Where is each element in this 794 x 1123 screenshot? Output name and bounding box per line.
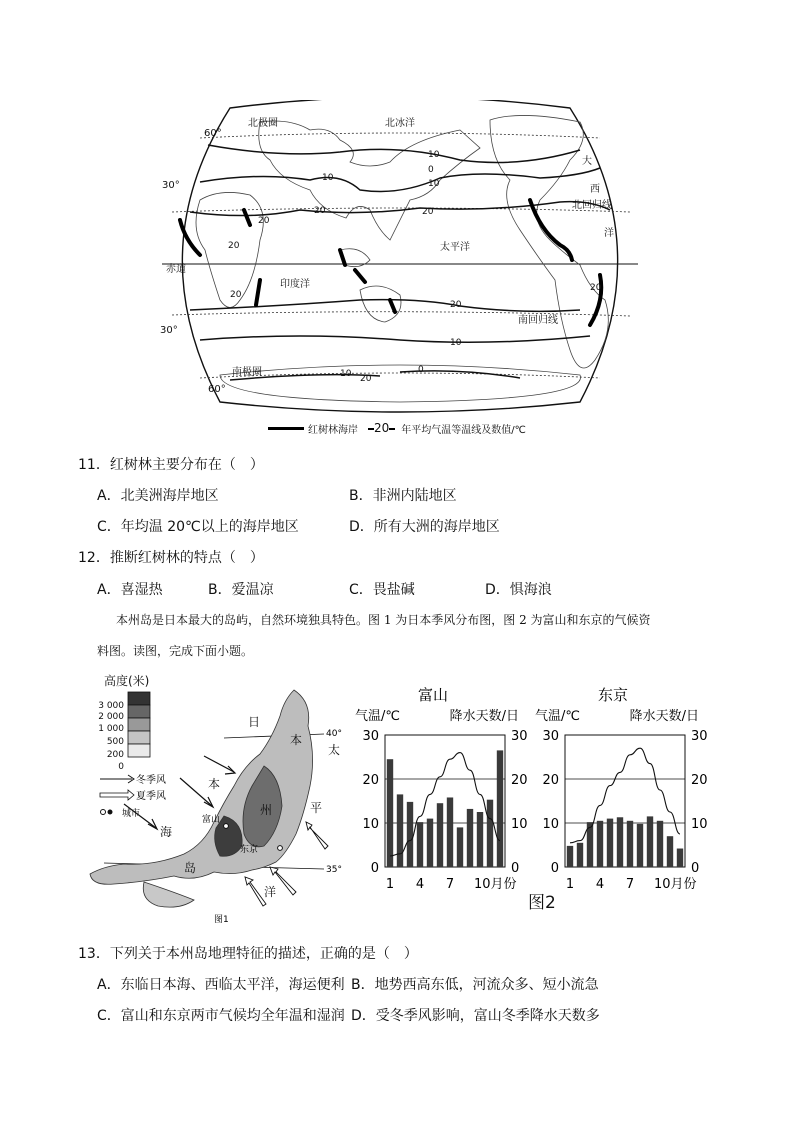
honshu-label: 州 — [260, 803, 273, 817]
mangrove-legend-label: 红树林海岸 — [308, 424, 358, 436]
mangrove-line-symbol — [268, 427, 304, 430]
arctic-ocean-label: 北冰洋 — [385, 118, 415, 129]
atlantic-label-1: 大 — [582, 156, 592, 167]
y-tick-label-right: 30 — [691, 729, 708, 744]
question-13-stem: 13．下列关于本州岛地理特征的描述，正确的是（ ） — [78, 946, 418, 962]
precip-days-bar — [487, 800, 493, 867]
precip-days-bar — [387, 759, 393, 867]
y-tick-label-right: 30 — [511, 729, 528, 744]
precip-days-bar — [647, 816, 653, 867]
isotherm-value: 0 — [418, 365, 424, 375]
tokyo-climate-chart — [535, 686, 708, 892]
precip-days-bar — [427, 819, 433, 867]
south-polar-circle-label: 南极圈 — [232, 367, 262, 378]
isotherm-value: 10 — [428, 179, 440, 189]
x-tick-label: 1 — [385, 877, 395, 892]
isotherm-value: 10 — [428, 150, 440, 160]
precip-days-bar — [577, 843, 583, 867]
q13-option-a[interactable]: A．东临日本海、西临太平洋，海运便利 — [97, 977, 345, 993]
isotherm-value: 20 — [450, 300, 462, 310]
pacific-label: 太 — [328, 743, 341, 757]
equator-label: 赤道 — [166, 264, 186, 275]
toyama-city-label: 富山 — [202, 815, 221, 825]
precip-days-bar — [477, 812, 483, 867]
elevation-tick: 200 — [106, 750, 124, 760]
q11-option-c[interactable]: C．年均温 20℃以上的海岸地区 — [97, 519, 299, 535]
summer-monsoon-legend: 夏季风 — [136, 791, 166, 802]
elevation-tick: 0 — [118, 762, 124, 772]
precip-days-bar — [567, 846, 573, 867]
isotherm-value: 20 — [590, 283, 602, 293]
isotherm-value: 10 — [322, 173, 334, 183]
isotherm-value: 20 — [230, 290, 242, 300]
y-tick-label-left: 10 — [362, 817, 379, 832]
y-axis-right-label: 降水天数/日 — [449, 709, 519, 724]
sea-of-japan-label: 本 — [208, 777, 221, 791]
pacific-label: 洋 — [264, 885, 277, 899]
pacific-label: 平 — [310, 801, 323, 815]
figure-2-caption: 图2 — [528, 893, 556, 913]
world-map-legend — [268, 420, 526, 436]
precip-days-bar — [467, 809, 473, 867]
isotherm-value: 0 — [428, 165, 434, 175]
q11-option-d[interactable]: D．所有大洲的海岸地区 — [349, 519, 500, 535]
y-tick-label-right: 20 — [691, 773, 708, 788]
q11-option-b[interactable]: B．非洲内陆地区 — [349, 488, 457, 504]
tropic-cancer-label: 北回归线 — [572, 200, 612, 211]
q12-option-c[interactable]: C．畏盐碱 — [349, 582, 415, 598]
x-tick-label: 10月份 — [654, 877, 697, 892]
city-legend: 城市 — [122, 809, 141, 819]
indian-ocean-label: 印度洋 — [280, 279, 310, 290]
y-tick-label-left: 30 — [542, 729, 559, 744]
precip-days-bar — [677, 849, 683, 867]
isotherm-legend-label: 年平均气温等温线及数值/℃ — [401, 424, 526, 436]
north-polar-circle-label: 北极圈 — [248, 118, 278, 129]
y-tick-label-left: 10 — [542, 817, 559, 832]
y-axis-left-label: 气温/℃ — [355, 709, 400, 724]
lat-35-label: 35° — [326, 865, 342, 875]
q12-option-d[interactable]: D．惧海浪 — [485, 582, 552, 598]
precip-days-bar — [607, 819, 613, 867]
winter-monsoon-legend: 冬季风 — [136, 775, 166, 786]
isotherm-sample-value: 20 — [374, 421, 390, 435]
q13-option-c[interactable]: C．富山和东京两市气候均全年温和湿润 — [97, 1008, 345, 1024]
isotherm-value: 20 — [258, 216, 270, 226]
isotherm-value: 20 — [314, 206, 326, 216]
japan-monsoon-map — [84, 686, 354, 926]
isotherm-value: 10 — [340, 369, 352, 379]
precip-days-bar — [637, 824, 643, 867]
isotherm-line-symbol — [368, 421, 395, 435]
tokyo-city-label: 东京 — [240, 845, 259, 855]
q12-option-a[interactable]: A．喜湿热 — [97, 582, 163, 598]
x-tick-label: 4 — [415, 877, 425, 892]
x-tick-label: 7 — [445, 877, 455, 892]
reading-passage-line1: 本州岛是日本最大的岛屿，自然环境独具特色。图 1 为日本季风分布图，图 2 为富山和东京的气候资 — [116, 613, 651, 627]
climate-charts — [355, 680, 715, 915]
x-tick-label: 1 — [565, 877, 575, 892]
precip-days-bar — [447, 797, 453, 867]
lat-60s-label: 60° — [208, 384, 226, 395]
precip-days-bar — [597, 821, 603, 867]
elevation-legend-title: 高度(米) — [104, 674, 150, 688]
question-11-stem: 11．红树林主要分布在（ ） — [78, 457, 264, 473]
precip-days-bar — [617, 817, 623, 867]
precip-days-bar — [657, 821, 663, 867]
isotherm-value: 20 — [422, 207, 434, 217]
isotherm-value: 20 — [228, 241, 240, 251]
precip-days-bar — [397, 794, 403, 867]
elevation-tick: 500 — [106, 737, 124, 747]
isotherm-value: 20 — [360, 374, 372, 384]
pacific-ocean-label: 太平洋 — [440, 242, 470, 253]
chart-title: 东京 — [597, 686, 629, 704]
precip-days-bar — [407, 802, 413, 867]
x-tick-label: 4 — [595, 877, 605, 892]
q12-option-b[interactable]: B．爱温凉 — [208, 582, 274, 598]
lat-40-label: 40° — [326, 729, 342, 739]
y-tick-label-right: 0 — [691, 861, 700, 876]
chart-title: 富山 — [417, 686, 449, 704]
honshu-label: 岛 — [184, 861, 197, 875]
precip-days-bar — [497, 750, 503, 867]
elevation-tick: 3 000 — [98, 701, 124, 711]
reading-passage-line2: 料图。读图，完成下面小题。 — [97, 644, 254, 658]
toyama-climate-chart — [355, 686, 528, 892]
elevation-tick: 2 000 — [98, 712, 124, 722]
y-tick-label-right: 10 — [511, 817, 528, 832]
lat-30n-label: 30° — [162, 180, 180, 191]
y-tick-label-right: 20 — [511, 773, 528, 788]
x-tick-label: 7 — [625, 877, 635, 892]
lat-60n-label: 60° — [204, 128, 222, 139]
tropic-capricorn-label: 南回归线 — [518, 315, 558, 326]
y-tick-label-left: 0 — [370, 861, 379, 876]
isotherm-value: 10 — [450, 338, 462, 348]
precip-days-bar — [667, 836, 673, 867]
world-mangrove-map — [160, 100, 640, 445]
y-tick-label-left: 20 — [542, 773, 559, 788]
y-tick-label-left: 20 — [362, 773, 379, 788]
x-tick-label: 10月份 — [474, 877, 517, 892]
precip-days-bar — [417, 822, 423, 867]
y-axis-left-label: 气温/℃ — [535, 709, 580, 724]
sea-of-japan-label: 日 — [248, 715, 261, 729]
lat-30s-label: 30° — [160, 325, 178, 336]
atlantic-label-2: 西 — [590, 184, 600, 195]
honshu-label: 本 — [290, 733, 303, 747]
y-tick-label-left: 0 — [550, 861, 559, 876]
question-12-stem: 12．推断红树林的特点（ ） — [78, 550, 264, 566]
elevation-tick: 1 000 — [98, 724, 124, 734]
precip-days-bar — [437, 803, 443, 867]
q13-option-b[interactable]: B．地势西高东低，河流众多、短小流急 — [351, 977, 599, 993]
q13-option-d[interactable]: D．受冬季风影响，富山冬季降水天数多 — [351, 1008, 600, 1024]
precip-days-bar — [457, 827, 463, 867]
sea-of-japan-label: 海 — [160, 825, 173, 839]
q11-option-a[interactable]: A．北美洲海岸地区 — [97, 488, 219, 504]
atlantic-label-3: 洋 — [604, 228, 614, 239]
figure-1-caption: 图1 — [214, 915, 229, 925]
y-tick-label-right: 10 — [691, 817, 708, 832]
temperature-line — [390, 753, 500, 856]
y-tick-label-right: 0 — [511, 861, 520, 876]
precip-days-bar — [627, 821, 633, 867]
y-axis-right-label: 降水天数/日 — [629, 709, 699, 724]
temperature-line — [570, 748, 680, 843]
y-tick-label-left: 30 — [362, 729, 379, 744]
